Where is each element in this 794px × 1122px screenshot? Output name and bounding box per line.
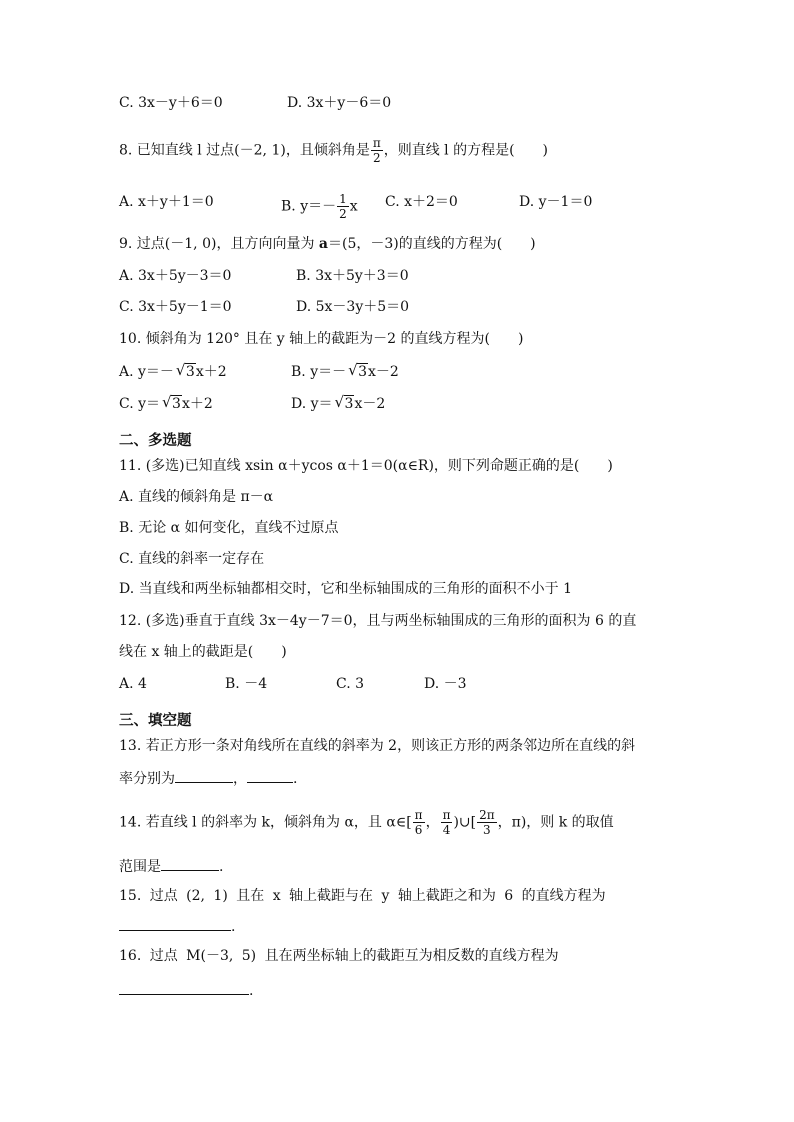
section-title-fill-in: 三、填空题 xyxy=(119,713,192,729)
q14-sep: ， xyxy=(425,814,440,831)
q10-option-b xyxy=(291,362,399,382)
q10-option-a-radicand: 3 xyxy=(185,364,195,380)
q11-stem: 11. (多选)已知直线 xsin α＋ycos α＋1＝0(α∈R)，则下列命题正确的是( ) xyxy=(119,458,613,474)
q16-line1: 16. 过点 M(－3, 5) 且在两坐标轴上的截距互为相反数的直线方程为 xyxy=(119,948,559,964)
q9-stem-end: ＝(5，－3)的直线的方程为( ) xyxy=(327,236,536,252)
q13-answer-blank-2[interactable] xyxy=(247,768,293,783)
q14-post: ，π)，则 k 的取值 xyxy=(497,814,614,831)
q10-option-c-sqrt xyxy=(162,394,182,414)
q9-option-b: B. 3x＋5y＋3＝0 xyxy=(296,268,409,284)
q13-line2 xyxy=(119,768,297,789)
q14-fraction-3 xyxy=(477,808,497,837)
q12-option-c: C. 3 xyxy=(336,676,365,692)
q8-frac-den: 2 xyxy=(372,151,381,165)
q13-line1: 13. 若正方形一条对角线所在直线的斜率为 2，则该正方形的两条邻边所在直线的斜 xyxy=(119,738,636,754)
q9-option-c: C. 3x＋5y－1＝0 xyxy=(119,299,232,315)
q14-fraction-2 xyxy=(441,808,453,837)
q9-vector: a xyxy=(318,236,328,252)
q8-stem xyxy=(119,136,548,165)
q12-option-a: A. 4 xyxy=(119,676,147,692)
q15-answer-blank[interactable] xyxy=(119,916,231,931)
q13-line2-text: 率分别为 xyxy=(119,771,175,787)
q10-option-a-sqrt xyxy=(176,362,196,382)
q8-option-c: C. x＋2＝0 xyxy=(385,194,458,210)
q10-option-d-sqrt xyxy=(335,394,355,414)
q10-option-d xyxy=(291,394,385,414)
q9-option-a: A. 3x＋5y－3＝0 xyxy=(119,268,232,284)
q15-end: . xyxy=(231,919,236,935)
q14-f2-den: 4 xyxy=(442,823,451,837)
q8-frac-num: π xyxy=(372,136,381,150)
q10-option-a xyxy=(119,362,227,382)
q15-line2 xyxy=(119,916,235,937)
q13-answer-blank-1[interactable] xyxy=(175,768,233,783)
q10-option-c-post: x＋2 xyxy=(181,396,213,412)
q14-pre: 14. 若直线 l 的斜率为 k，倾斜角为 α，且 α∈[ xyxy=(119,814,412,831)
q10-stem: 10. 倾斜角为 120° 且在 y 轴上的截距为－2 的直线方程为( ) xyxy=(119,331,524,347)
q12-option-d: D. －3 xyxy=(424,676,467,692)
q9-option-d: D. 5x－3y＋5＝0 xyxy=(296,299,410,315)
q15-line1: 15. 过点 (2, 1) 且在 x 轴上截距与在 y 轴上截距之和为 6 的直线方程为 xyxy=(119,888,606,904)
q10-option-a-pre: A. y＝－ xyxy=(119,364,174,380)
q16-answer-blank[interactable] xyxy=(119,980,249,995)
q14-f1-den: 6 xyxy=(414,823,423,837)
q14-mid: )∪[ xyxy=(453,814,477,831)
q10-option-b-sqrt xyxy=(348,362,368,382)
q10-option-c-radicand: 3 xyxy=(172,396,181,412)
q8-option-b-pre: B. y＝－ xyxy=(281,198,337,215)
q10-option-d-post: x－2 xyxy=(354,396,386,412)
q9-stem xyxy=(119,234,536,254)
q8-option-d: D. y－1＝0 xyxy=(519,194,593,210)
q8-option-b xyxy=(281,192,358,221)
q16-end: . xyxy=(249,983,254,999)
q14-line2-text: 范围是 xyxy=(119,859,161,875)
q14-line2 xyxy=(119,856,223,877)
q7-option-d: D. 3x＋y－6＝0 xyxy=(287,95,392,111)
q13-line2-sep: ， xyxy=(233,771,247,787)
q11-option-a: A. 直线的倾斜角是 π－α xyxy=(119,489,274,505)
q10-option-b-radicand: 3 xyxy=(358,364,368,380)
q9-stem-text: 9. 过点(－1, 0)，且方向向量为 xyxy=(119,236,319,252)
q10-option-b-pre: B. y＝－ xyxy=(291,364,347,380)
q14-f2-num: π xyxy=(442,808,451,822)
q11-option-c: C. 直线的斜率一定存在 xyxy=(119,551,265,567)
q12-stem-line2: 线在 x 轴上的截距是( ) xyxy=(119,644,287,660)
q14-f3-den: 3 xyxy=(483,823,491,837)
q10-option-a-post: x＋2 xyxy=(195,364,227,380)
q14-f1-num: π xyxy=(414,808,423,822)
q13-line2-end: . xyxy=(293,771,298,787)
q8-stem-text: 8. 已知直线 l 过点(－2, 1)，且倾斜角是 xyxy=(119,142,370,159)
q8-option-b-post: x xyxy=(349,198,358,215)
q12-stem-line1: 12. (多选)垂直于直线 3x－4y－7＝0，且与两坐标轴围成的三角形的面积为 6 的直 xyxy=(119,613,637,629)
q8-option-b-den: 2 xyxy=(339,207,347,221)
q10-option-b-post: x－2 xyxy=(368,364,399,380)
q8-fraction xyxy=(371,136,383,165)
q14-fraction-1 xyxy=(413,808,425,837)
q14-answer-blank[interactable] xyxy=(161,856,219,871)
q14-line2-end: . xyxy=(219,859,224,875)
q16-line2 xyxy=(119,980,253,1001)
section-title-multiple-choice: 二、多选题 xyxy=(119,433,192,449)
q11-option-d: D. 当直线和两坐标轴都相交时，它和坐标轴围成的三角形的面积不小于 1 xyxy=(119,581,572,597)
q8-option-b-fraction xyxy=(337,192,349,221)
q10-option-c-pre: C. y＝ xyxy=(119,396,161,412)
q10-option-c xyxy=(119,394,213,414)
q8-option-b-num: 1 xyxy=(339,192,347,206)
q14-f3-num: 2π xyxy=(479,808,495,822)
q10-option-d-radicand: 3 xyxy=(344,396,354,412)
q8-option-a: A. x＋y＋1＝0 xyxy=(119,194,214,210)
q8-stem-end: ，则直线 l 的方程是( ) xyxy=(383,142,549,159)
q7-option-c: C. 3x－y＋6＝0 xyxy=(119,95,223,111)
q12-option-b: B. －4 xyxy=(225,676,268,692)
q10-option-d-pre: D. y＝ xyxy=(291,396,333,412)
q11-option-b: B. 无论 α 如何变化，直线不过原点 xyxy=(119,520,339,536)
q14-line1 xyxy=(119,808,614,837)
